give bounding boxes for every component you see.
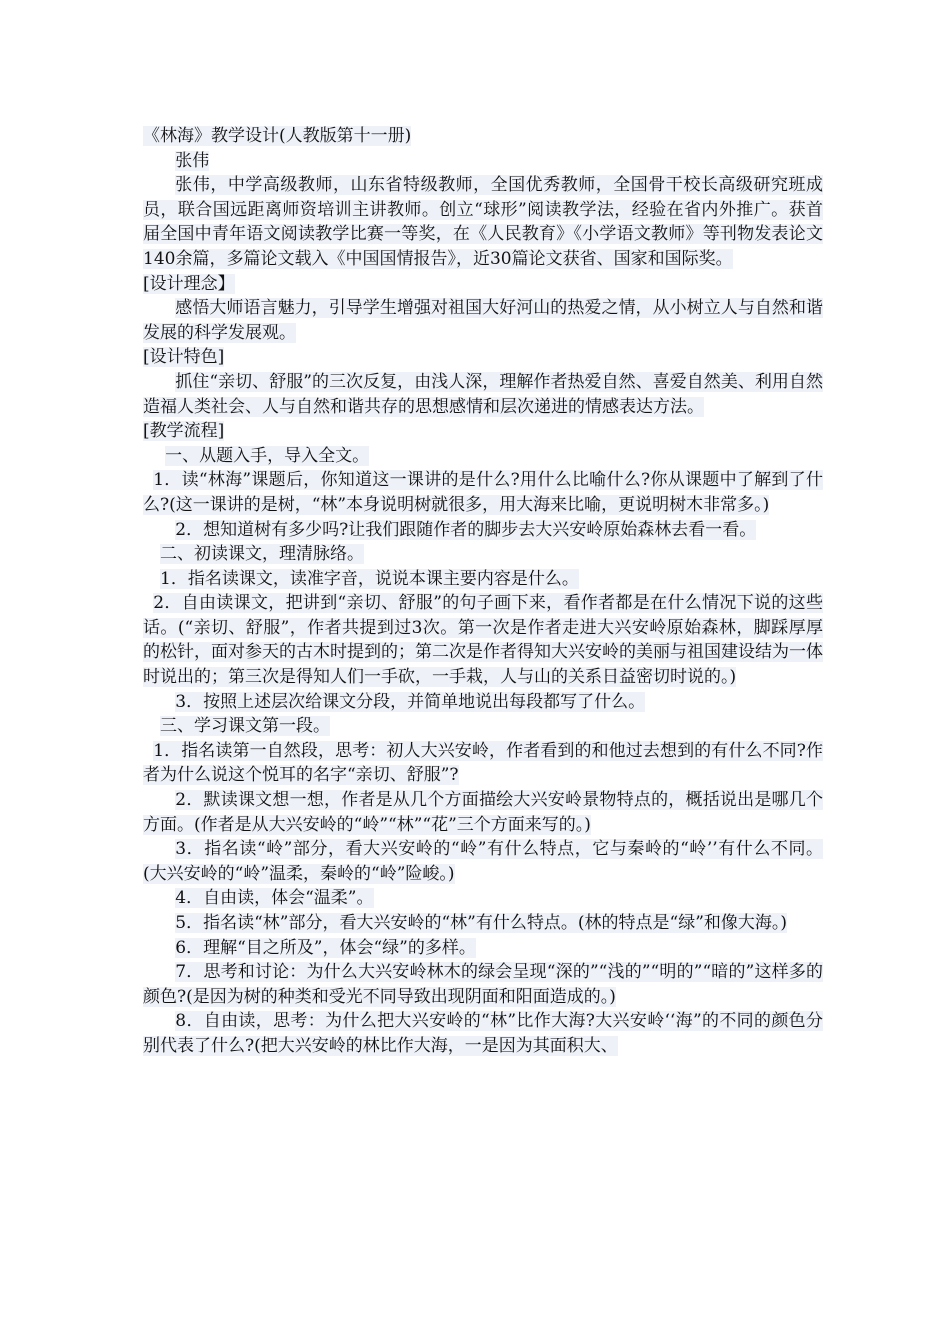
design-features-paragraph: 抓住“亲切、舒服”的三次反复，由浅人深，理解作者热爱自然、喜爱自然美、利用自然造福人类社会、人与自然和谐共存的思想感情和层次递进的情感表达方法。 [143, 371, 823, 417]
step-1-item-2: 2．想知道树有多少吗?让我们跟随作者的脚步去大兴安岭原始森林去看一看。 [175, 519, 757, 540]
step-3-item-4: 4．自由读，体会“温柔”。 [175, 888, 374, 909]
document-author: 张伟 [175, 150, 210, 171]
step-3-item-1: 1．指名读第一自然段，思考：初人大兴安岭，作者看到的和他过去想到的有什么不同?作者为什么说这个悦耳的名字“亲切、舒服”? [143, 740, 823, 786]
step-3-item-7: 7．思考和讨论：为什么大兴安岭林木的绿会呈现“深的”“浅的”“明的”“暗的”这样多的颜色?(是因为树的种类和受光不同导致出现阴面和阳面造成的。) [143, 962, 823, 1007]
step-2-item-3: 3．按照上述层次给课文分段，并简单地说出每段都写了什么。 [175, 691, 646, 712]
author-bio-paragraph: 张伟，中学高级教师，山东省特级教师，全国优秀教师，全国骨干校长高级研究班成员，联合国远距离师资培训主讲教师。创立“球形”阅读教学法，经验在省内外推广。获首届全国中青年语文阅读教学比赛一等奖，在《人民教育》《小学语文教师》等刊物发表论文140余篇，多篇论文载入《中国国情报告》，近30篇论文获省、国家和国际奖。 [143, 175, 823, 269]
section-heading-design-concept: [设计理念】 [143, 273, 235, 294]
design-concept-paragraph: 感悟大师语言魅力，引导学生增强对祖国大好河山的热爱之情，从小树立人与自然和谐发展的科学发展观。 [143, 298, 823, 343]
section-heading-design-features: [设计特色] [143, 347, 225, 368]
step-2-item-1: 1．指名读课文，读准字音，说说本课主要内容是什么。 [160, 568, 579, 589]
step-heading-1: 一、从题入手，导入全文。 [165, 445, 370, 466]
step-3-item-8: 8．自由读，思考：为什么把大兴安岭的“林”比作大海?大兴安岭‘‘海”的不同的颜色分别代表了什么?(把大兴安岭的林比作大海，一是因为其面积大、 [143, 1011, 823, 1056]
step-3-item-3: 3．指名读“岭”部分，看大兴安岭的“岭”有什么特点，它与秦岭的“岭’’有什么不同。(大兴安岭的“岭”温柔，秦岭的“岭”险峻。) [143, 839, 823, 884]
step-3-item-2: 2．默读课文想一想，作者是从几个方面描绘大兴安岭景物特点的，概括说出是哪几个方面。(作者是从大兴安岭的“岭”“林”“花”三个方面来写的。) [143, 790, 823, 835]
step-2-item-2: 2．自由读课文，把讲到“亲切、舒服”的句子画下来，看作者都是在什么情况下说的这些话。(“亲切、舒服”，作者共提到过3次。第一次是作者走进大兴安岭原始森林，脚踩厚厚的松针，面对参天的古木时提到的；第二次是作者得知大兴安岭的美丽与祖国建设结为一体时说出的；第三次是得知人们一手砍，一手栽，人与山的关系日益密切时说的。) [143, 593, 823, 688]
document-title: 《林海》教学设计(人教版第十一册) [143, 126, 412, 146]
step-3-item-6: 6．理解“目之所及”，体会“绿”的多样。 [175, 937, 476, 958]
step-heading-2: 二、初读课文，理清脉络。 [160, 544, 364, 565]
step-3-item-5: 5．指名读“林”部分，看大兴安岭的“林”有什么特点。(林的特点是“绿”和像大海。) [175, 913, 788, 933]
step-1-item-1: 1．读“林海”课题后，你知道这一课讲的是什么?用什么比喻什么?你从课题中了解到了什么?(这一课讲的是树，“林”本身说明树就很多，用大海来比喻，更说明树木非常多。) [143, 470, 823, 515]
section-heading-teaching-process: [教学流程] [143, 421, 225, 442]
step-heading-3: 三、学习课文第一段。 [160, 716, 330, 737]
document-page [143, 124, 823, 1059]
